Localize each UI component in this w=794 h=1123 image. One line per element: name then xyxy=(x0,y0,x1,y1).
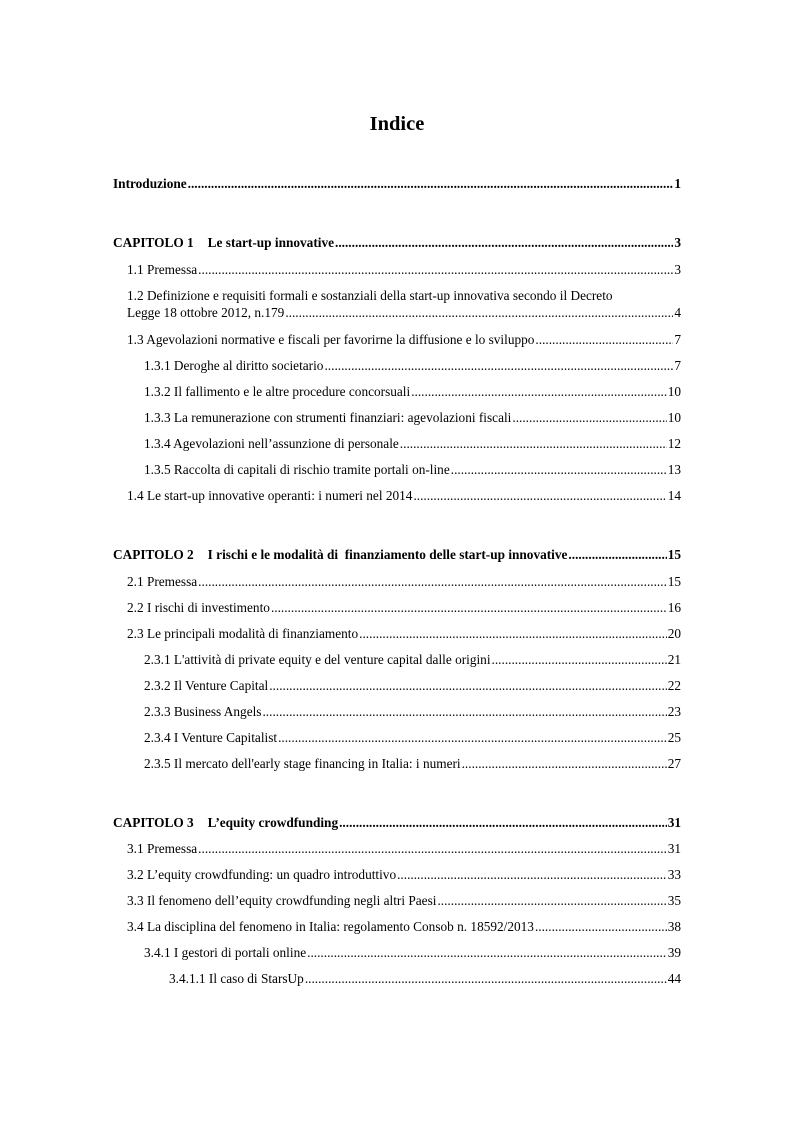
toc-page: 31 xyxy=(667,841,681,856)
toc-entry-1-3-5[interactable] xyxy=(144,461,681,478)
toc-leader xyxy=(335,234,673,251)
toc-page: 13 xyxy=(667,462,681,477)
toc-leader xyxy=(198,573,667,590)
toc-leader xyxy=(359,625,667,642)
toc-label: CAPITOLO 1 Le start-up innovative xyxy=(113,235,334,250)
toc-leader xyxy=(400,435,667,452)
toc-leader xyxy=(512,409,666,426)
toc-page: 25 xyxy=(667,730,681,745)
toc-page: 31 xyxy=(667,815,681,830)
toc-page: 3 xyxy=(674,235,681,250)
toc-entry-3-4[interactable] xyxy=(127,918,681,935)
toc-label: 1.1 Premessa xyxy=(127,262,198,277)
toc-leader xyxy=(413,487,666,504)
toc-entry-1-1[interactable] xyxy=(127,261,681,278)
toc-page: 4 xyxy=(674,305,681,320)
toc-label: CAPITOLO 2 I rischi e le modalità di finanziamento delle start-up innovative xyxy=(113,547,568,562)
toc-label-line2: Legge 18 ottobre 2012, n.179 xyxy=(127,305,285,320)
toc-label: 1.3.1 Deroghe al diritto societario xyxy=(144,358,324,373)
toc-page: 20 xyxy=(667,626,681,641)
toc-label: 3.4 La disciplina del fenomeno in Italia: regolamento Consob n. 18592/2013 xyxy=(127,919,534,934)
toc-leader xyxy=(269,677,666,694)
toc-label: Introduzione xyxy=(113,176,187,191)
toc-entry-3-3[interactable] xyxy=(127,892,681,909)
toc-label-line1: 1.2 Definizione e requisiti formali e sostanziali della start-up innovativa secondo il Decreto xyxy=(127,288,613,303)
toc-entry-1-3-2[interactable] xyxy=(144,383,681,400)
toc-label: 1.3.2 Il fallimento e le altre procedure concorsuali xyxy=(144,384,411,399)
toc-leader xyxy=(262,703,666,720)
toc-page: 39 xyxy=(667,945,681,960)
toc-leader xyxy=(305,970,667,987)
toc-page: 15 xyxy=(667,574,681,589)
toc-leader xyxy=(535,918,667,935)
toc-leader xyxy=(198,261,673,278)
toc-label: CAPITOLO 3 L’equity crowdfunding xyxy=(113,815,339,830)
toc-label: 1.3.5 Raccolta di capitali di rischio tramite portali on-line xyxy=(144,462,450,477)
toc-label: 1.3 Agevolazioni normative e fiscali per favorirne la diffusione e lo sviluppo xyxy=(127,332,535,347)
toc-leader xyxy=(462,755,667,772)
toc-entry-2-3-3[interactable] xyxy=(144,703,681,720)
toc-leader xyxy=(492,651,667,668)
toc-entry-2-2[interactable] xyxy=(127,599,681,616)
toc-page: 14 xyxy=(667,488,681,503)
toc-label: 1.3.3 La remunerazione con strumenti finanziari: agevolazioni fiscali xyxy=(144,410,512,425)
toc-label: 1.4 Le start-up innovative operanti: i numeri nel 2014 xyxy=(127,488,413,503)
toc-entry-capitolo-3[interactable] xyxy=(113,814,681,831)
toc-page: 7 xyxy=(674,332,681,347)
toc-leader xyxy=(271,599,667,616)
toc-entry-1-3-4[interactable] xyxy=(144,435,681,452)
toc-entry-3-1[interactable] xyxy=(127,840,681,857)
toc-entry-capitolo-2[interactable] xyxy=(113,546,681,563)
toc-entry-1-4[interactable] xyxy=(127,487,681,504)
toc-entry-1-3[interactable] xyxy=(127,331,681,348)
toc-leader xyxy=(437,892,666,909)
toc-entry-1-2[interactable] xyxy=(127,287,681,321)
toc-label: 2.1 Premessa xyxy=(127,574,198,589)
toc-label: 3.4.1 I gestori di portali online xyxy=(144,945,307,960)
toc-label: 2.3 Le principali modalità di finanziamento xyxy=(127,626,359,641)
toc-leader xyxy=(188,175,674,192)
toc-label: 2.3.4 I Venture Capitalist xyxy=(144,730,278,745)
toc-page: 33 xyxy=(667,867,681,882)
toc-leader xyxy=(285,304,673,321)
toc-entry-2-3-5[interactable] xyxy=(144,755,681,772)
toc-entry-2-1[interactable] xyxy=(127,573,681,590)
toc-label: 2.3.2 Il Venture Capital xyxy=(144,678,269,693)
toc-page: 1 xyxy=(674,176,681,191)
toc-page: 38 xyxy=(667,919,681,934)
toc-leader xyxy=(411,383,667,400)
toc-entry-2-3[interactable] xyxy=(127,625,681,642)
toc-leader xyxy=(397,866,667,883)
toc-entry-3-4-1-1[interactable] xyxy=(169,970,681,987)
toc-leader xyxy=(307,944,667,961)
toc-page: 15 xyxy=(667,547,681,562)
toc-label: 1.3.4 Agevolazioni nell’assunzione di personale xyxy=(144,436,399,451)
toc-page: 10 xyxy=(667,410,681,425)
toc-label: 3.3 Il fenomeno dell’equity crowdfunding negli altri Paesi xyxy=(127,893,437,908)
toc-entry-1-3-1[interactable] xyxy=(144,357,681,374)
toc-label: 3.4.1.1 Il caso di StarsUp xyxy=(169,971,304,986)
page-title: Indice xyxy=(369,113,425,135)
toc-page: 21 xyxy=(667,652,681,667)
toc-page: 7 xyxy=(674,358,681,373)
toc-leader xyxy=(198,840,667,857)
toc-leader xyxy=(324,357,673,374)
toc-label: 2.3.3 Business Angels xyxy=(144,704,262,719)
toc-page: 27 xyxy=(667,756,681,771)
toc-leader xyxy=(278,729,667,746)
toc-entry-capitolo-1[interactable] xyxy=(113,234,681,251)
toc-label: 2.3.1 L'attività di private equity e del venture capital dalle origini xyxy=(144,652,491,667)
toc-page: 23 xyxy=(667,704,681,719)
toc-leader xyxy=(535,331,673,348)
toc-leader xyxy=(451,461,667,478)
toc-entry-2-3-1[interactable] xyxy=(144,651,681,668)
toc-label: 2.3.5 Il mercato dell'early stage financing in Italia: i numeri xyxy=(144,756,461,771)
toc-entry-2-3-2[interactable] xyxy=(144,677,681,694)
toc-label: 2.2 I rischi di investimento xyxy=(127,600,270,615)
toc-page: 44 xyxy=(667,971,681,986)
toc-page: 35 xyxy=(667,893,681,908)
toc-label: 3.1 Premessa xyxy=(127,841,198,856)
toc-leader xyxy=(568,546,666,563)
toc-entry-introduzione[interactable] xyxy=(113,175,681,192)
toc-leader xyxy=(339,814,667,831)
toc-page: 3 xyxy=(674,262,681,277)
toc-page: 12 xyxy=(667,436,681,451)
toc-label: 3.2 L’equity crowdfunding: un quadro introduttivo xyxy=(127,867,397,882)
toc-page: 10 xyxy=(667,384,681,399)
toc-entry-3-4-1[interactable] xyxy=(144,944,681,961)
toc-page: 16 xyxy=(667,600,681,615)
toc-entry-3-2[interactable] xyxy=(127,866,681,883)
toc-entry-1-3-3[interactable] xyxy=(144,409,681,426)
toc-entry-2-3-4[interactable] xyxy=(144,729,681,746)
toc-page: 22 xyxy=(667,678,681,693)
